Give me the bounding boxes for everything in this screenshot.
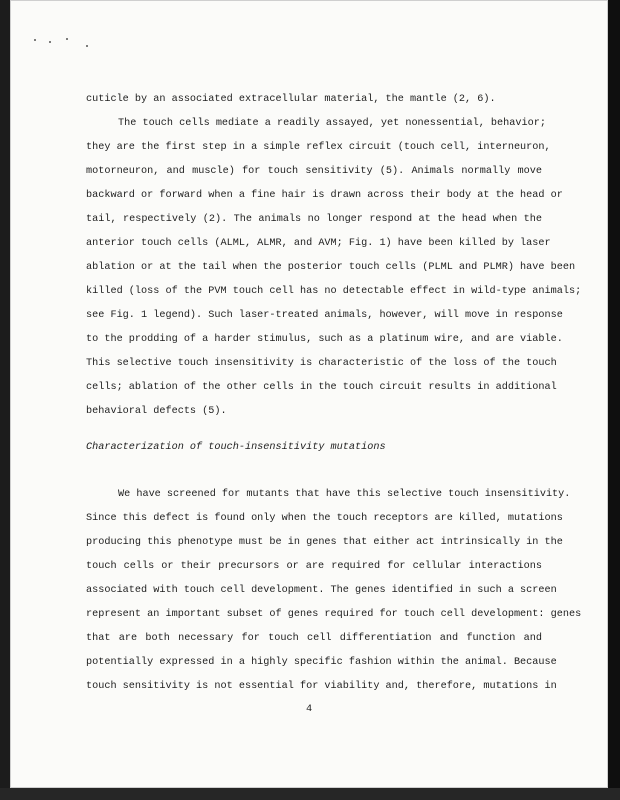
text-line: represent an important subset of genes required for touch cell development: genes bbox=[86, 609, 582, 620]
text-line: motorneuron, and muscle) for touch sensitivity (5). Animals normally move bbox=[86, 166, 542, 177]
text-line: producing this phenotype must be in genes that either act intrinsically in the bbox=[86, 537, 563, 548]
text-line: backward or forward when a fine hair is drawn across their body at the head or bbox=[86, 190, 563, 201]
text-line: Since this defect is found only when the touch receptors are killed, mutations bbox=[86, 513, 563, 524]
text-line: associated with touch cell development. The genes identified in such a screen bbox=[86, 585, 557, 596]
text-line: ablation or at the tail when the posterior touch cells (PLML and PLMR) have been bbox=[86, 262, 576, 273]
text-line: that are both necessary for touch cell differentiation and function and bbox=[86, 633, 542, 644]
text-line: killed (loss of the PVM touch cell has no detectable effect in wild-type animals; bbox=[86, 286, 582, 297]
text-line: cuticle by an associated extracellular material, the mantle (2, 6). bbox=[86, 94, 496, 105]
text-line: touch cells or their precursors or are required for cellular interactions bbox=[86, 561, 542, 572]
text-line: tail, respectively (2). The animals no longer respond at the head when the bbox=[86, 214, 542, 225]
scan-edge-bottom bbox=[0, 788, 620, 800]
text-line: behavioral defects (5). bbox=[86, 406, 227, 417]
scan-speck bbox=[34, 39, 36, 41]
text-line: touch sensitivity is not essential for viability and, therefore, mutations in bbox=[86, 681, 557, 692]
text-line: This selective touch insensitivity is characteristic of the loss of the touch bbox=[86, 358, 557, 369]
text-line: cells; ablation of the other cells in the touch circuit results in additional bbox=[86, 382, 557, 393]
text-line: they are the first step in a simple reflex circuit (touch cell, interneuron, bbox=[86, 142, 551, 153]
page-number: 4 bbox=[306, 704, 313, 715]
scan-speck bbox=[66, 38, 68, 40]
text-line: see Fig. 1 legend). Such laser-treated animals, however, will move in response bbox=[86, 310, 563, 321]
text-line: The touch cells mediate a readily assayed, yet nonessential, behavior; bbox=[118, 118, 546, 129]
scan-edge-right bbox=[608, 0, 620, 800]
text-line: anterior touch cells (ALML, ALMR, and AVM; Fig. 1) have been killed by laser bbox=[86, 238, 551, 249]
text-line: to the prodding of a harder stimulus, such as a platinum wire, and are viable. bbox=[86, 334, 563, 345]
section-heading: Characterization of touch-insensitivity mutations bbox=[86, 442, 386, 453]
scan-speck bbox=[86, 45, 88, 47]
scan-speck bbox=[49, 41, 51, 43]
text-line: We have screened for mutants that have this selective touch insensitivity. bbox=[118, 489, 571, 500]
text-line: potentially expressed in a highly specific fashion within the animal. Because bbox=[86, 657, 557, 668]
